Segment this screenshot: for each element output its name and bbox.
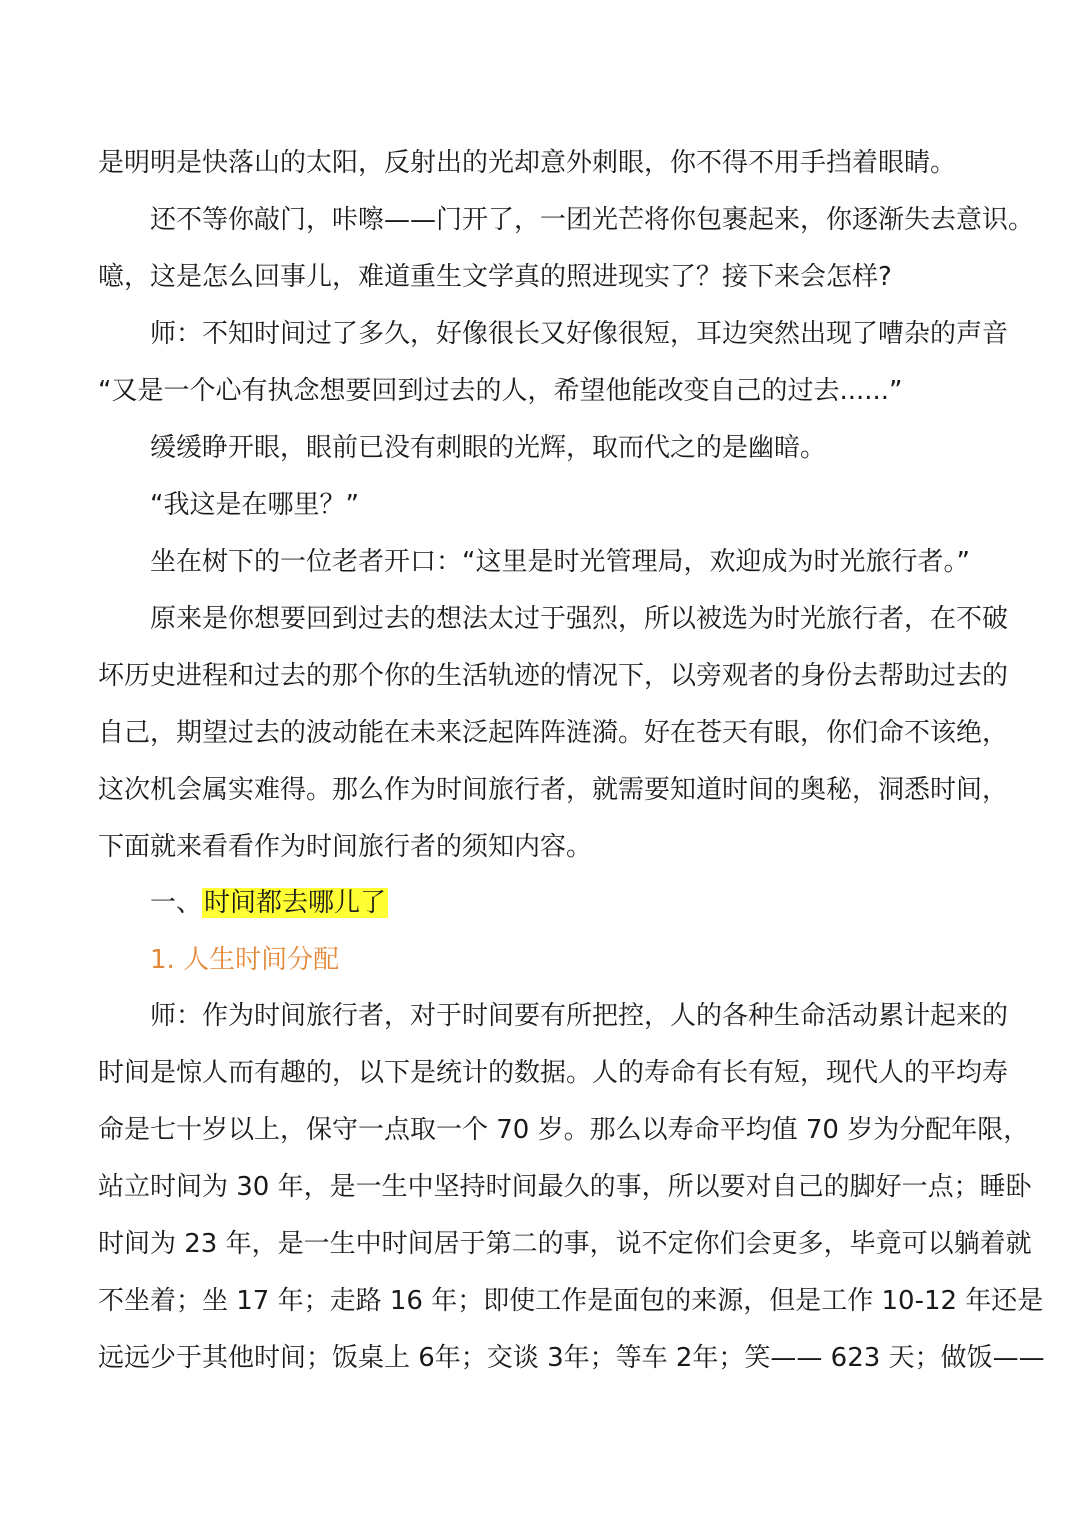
paragraph-line: 还不等你敲门，咔嚓——门开了，一团光芒将你包裹起来，你逐渐失去意识。 xyxy=(150,205,1035,235)
body-line: 时间是惊人而有趣的，以下是统计的数据。人的寿命有长有短，现代人的平均寿 xyxy=(98,1058,1009,1088)
body-line: 时间为 23 年，是一生中时间居于第二的事，说不定你们会更多，毕竟可以躺着就 xyxy=(98,1229,1032,1259)
paragraph-line: 坏历史进程和过去的那个你的生活轨迹的情况下，以旁观者的身份去帮助过去的 xyxy=(98,661,1009,691)
body-line: 远远少于其他时间；饭桌上 6年；交谈 3年；等车 2年；笑—— 623 天；做饭—— xyxy=(98,1343,1045,1373)
paragraph-line: 缓缓睁开眼，眼前已没有刺眼的光辉，取而代之的是幽暗。 xyxy=(150,433,827,463)
paragraph-line: “我这是在哪里？” xyxy=(150,490,359,520)
paragraph-line: 坐在树下的一位老者开口：“这里是时光管理局，欢迎成为时光旅行者。” xyxy=(150,547,970,577)
body-line: 命是七十岁以上，保守一点取一个 70 岁。那么以寿命平均值 70 岁为分配年限， xyxy=(98,1115,1030,1145)
paragraph-line: 噫，这是怎么回事儿，难道重生文学真的照进现实了？接下来会怎样? xyxy=(98,262,892,292)
paragraph-line: 原来是你想要回到过去的想法太过于强烈，所以被选为时光旅行者，在不破 xyxy=(150,604,1009,634)
section-heading xyxy=(150,886,388,920)
paragraph-line: 下面就来看看作为时间旅行者的须知内容。 xyxy=(98,832,593,862)
paragraph-line: 师：不知时间过了多久，好像很长又好像很短，耳边突然出现了嘈杂的声音 xyxy=(150,319,1009,349)
body-line: 站立时间为 30 年，是一生中坚持时间最久的事，所以要对自己的脚好一点；睡卧 xyxy=(98,1172,1032,1202)
body-line: 不坐着；坐 17 年；走路 16 年；即使工作是面包的来源，但是工作 10-12 年还是 xyxy=(98,1286,1044,1316)
paragraph-line: 是明明是快落山的太阳，反射出的光却意外刺眼，你不得不用手挡着眼睛。 xyxy=(98,148,957,178)
body-line: 师：作为时间旅行者，对于时间要有所把控，人的各种生命活动累计起来的 xyxy=(150,1001,1009,1031)
subsection-heading: 1. 人生时间分配 xyxy=(150,945,340,975)
section-prefix: 一、 xyxy=(150,888,203,918)
paragraph-line: “又是一个心有执念想要回到过去的人，希望他能改变自己的过去......” xyxy=(98,376,903,406)
paragraph-line: 自己，期望过去的波动能在未来泛起阵阵涟漪。好在苍天有眼，你们命不该绝， xyxy=(98,718,1009,748)
paragraph-line: 这次机会属实难得。那么作为时间旅行者，就需要知道时间的奥秘，洞悉时间， xyxy=(98,775,1009,805)
section-title-highlighted: 时间都去哪儿了 xyxy=(204,888,387,918)
